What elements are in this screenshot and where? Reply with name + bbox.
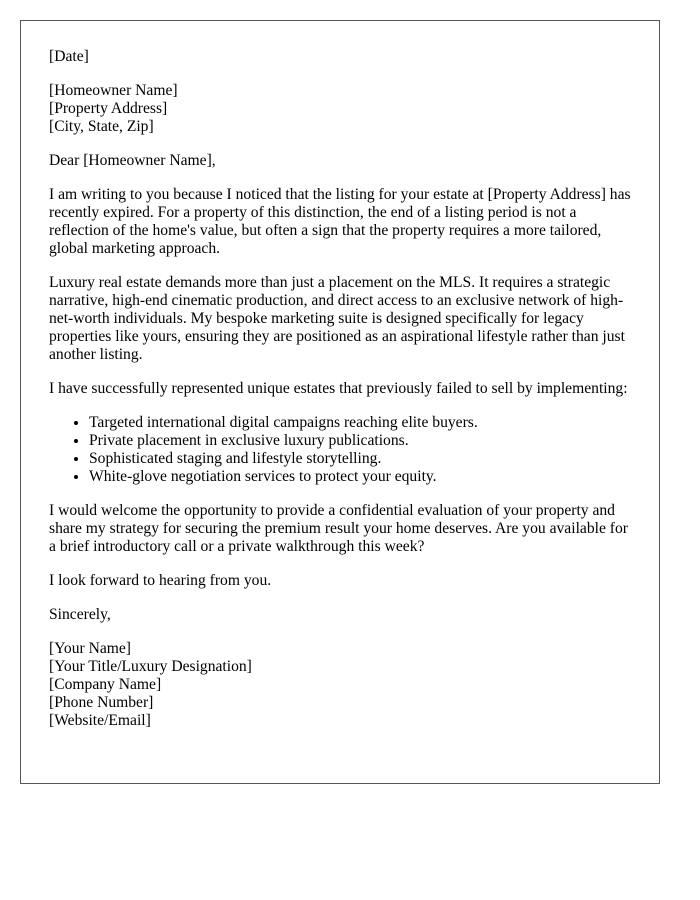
list-item: • Private placement in exclusive luxury publications. [89, 432, 631, 450]
signoff: Sincerely, [49, 606, 111, 623]
body-paragraph-intro: I am writing to you because I noticed that the listing for your estate at [Property Address] has recently expired. For a property of this distinction, the end of a listing period is not a reflection of the home's value, but often a sign that the property requires a more tailored, global marketing approach. [49, 186, 631, 257]
body-paragraph-track-record: I have successfully represented unique estates that previously failed to sell by implementing: [49, 380, 628, 397]
letter-page [20, 20, 660, 784]
list-item: • Targeted international digital campaigns reaching elite buyers. [89, 414, 631, 432]
sender-name: [Your Name] [49, 640, 132, 657]
recipient-address: [Property Address] [49, 100, 168, 117]
list-item: • Sophisticated staging and lifestyle storytelling. [89, 450, 631, 468]
services-list [49, 414, 631, 486]
recipient-address-block [49, 82, 631, 136]
list-item: • White-glove negotiation services to protect your equity. [89, 468, 631, 486]
salutation: Dear [Homeowner Name], [49, 152, 216, 169]
body-paragraph-luxury: Luxury real estate demands more than just a placement on the MLS. It requires a strategic narrative, high-end cinematic production, and direct access to an exclusive network of high-net-worth individuals. My bespoke marketing suite is designed specifically for legacy properties like yours, ensuring they are positioned as an aspirational lifestyle rather than just another listing. [49, 274, 625, 363]
sender-title: [Your Title/Luxury Designation] [49, 658, 252, 675]
signature-block [49, 640, 631, 730]
sender-phone: [Phone Number] [49, 694, 154, 711]
recipient-city-state-zip: [City, State, Zip] [49, 118, 154, 135]
body-paragraph-closing: I look forward to hearing from you. [49, 572, 272, 589]
letter-date: [Date] [49, 48, 89, 65]
sender-website-email: [Website/Email] [49, 712, 151, 729]
body-paragraph-invitation: I would welcome the opportunity to provide a confidential evaluation of your property and share my strategy for securing the premium result your home deserves. Are you available for a brief introductory call or a private walkthrough this week? [49, 502, 628, 555]
sender-company: [Company Name] [49, 676, 162, 693]
recipient-name: [Homeowner Name] [49, 82, 178, 99]
